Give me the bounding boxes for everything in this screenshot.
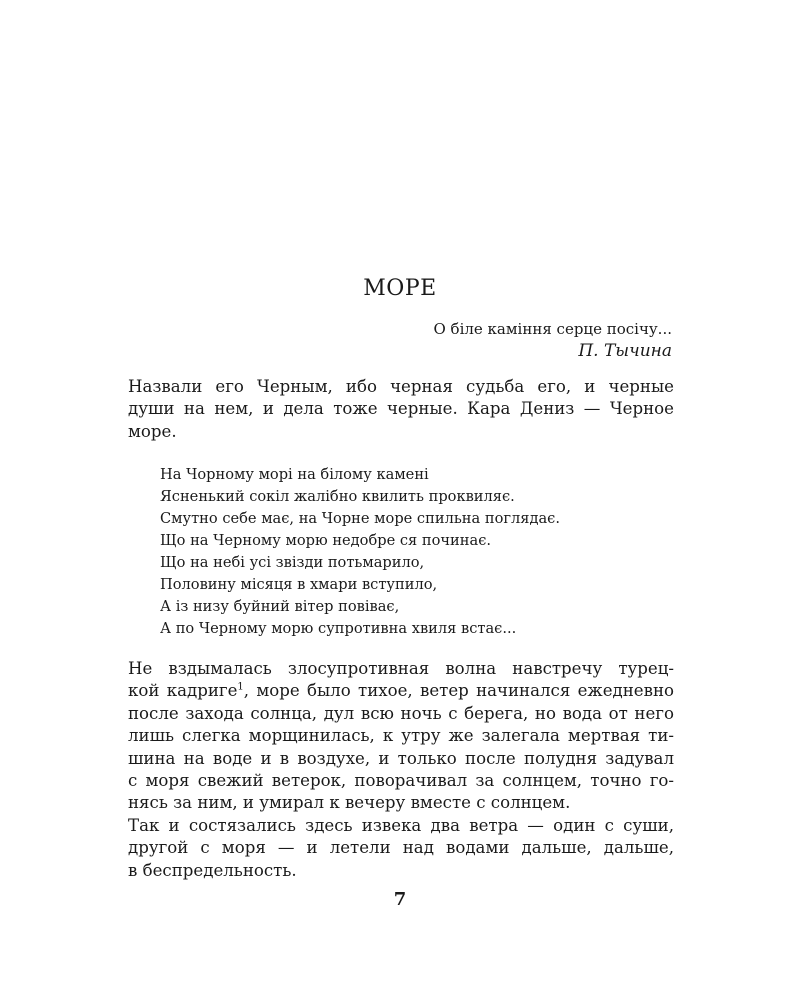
text-line: души на нем, и дела тоже черные. Кара Дениз — Черное <box>128 399 674 419</box>
poem-line: Смутно себе має, на Чорне море спильна поглядає. <box>160 510 560 527</box>
epigraph <box>433 318 672 362</box>
text-line: лишь слегка морщинилась, к утру же залегала мертвая ти- <box>128 726 674 746</box>
text-fragment: , море было тихое, ветер начинался ежедневно <box>243 681 675 701</box>
paragraph-sea <box>128 658 674 815</box>
text-line: море. <box>128 421 177 441</box>
text-line: после захода солнца, дул всю ночь с берега, но вода от него <box>128 703 674 723</box>
text-line: шина на воде и в воздухе, и только после полудня задувал <box>128 748 674 768</box>
text-line: Назвали его Черным, ибо черная судьба его, и черные <box>128 377 674 396</box>
poem-line: А по Черному морю супротивна хвиля встає... <box>160 620 517 637</box>
epigraph-text: О біле каміння серце посічу... <box>433 320 672 338</box>
paragraph-winds <box>128 815 674 882</box>
text-line: с моря свежий ветерок, поворачивал за солнцем, точно го- <box>128 771 674 791</box>
poem-line: А із низу буйний вітер повіває, <box>160 598 400 615</box>
text-line: в беспредельность. <box>128 860 297 880</box>
text-line: нясь за ним, и умирал к вечеру вместе с солнцем. <box>128 793 571 813</box>
text-fragment: кой кадриге <box>128 681 238 701</box>
poem-line: Що на Черному морю недобре ся починає. <box>160 532 492 549</box>
epigraph-author: П. Тычина <box>578 341 672 361</box>
poem-line: Що на небі усі звізди потьмарило, <box>160 554 425 571</box>
footnote-marker: 1 <box>237 681 244 693</box>
poem-line: Половину місяця в хмари вступило, <box>160 576 438 593</box>
page-number: 7 <box>393 889 407 910</box>
paragraph-intro <box>128 376 674 443</box>
text-line: Так и состязались здесь извека два ветра — один с суши, <box>128 816 674 835</box>
poem-quote <box>160 464 560 640</box>
text-line: Не вздымалась злосупротивная волна навстречу турец- <box>128 659 674 678</box>
poem-line: На Чорному морі на білому камені <box>160 466 429 483</box>
text-line-with-footnote <box>128 680 674 702</box>
poem-line: Ясненький сокіл жалібно квилить проквиляє. <box>160 488 515 505</box>
text-line: другой с моря — и летели над водами дальше, дальше, <box>128 838 674 858</box>
chapter-title: МОРЕ <box>363 276 437 301</box>
